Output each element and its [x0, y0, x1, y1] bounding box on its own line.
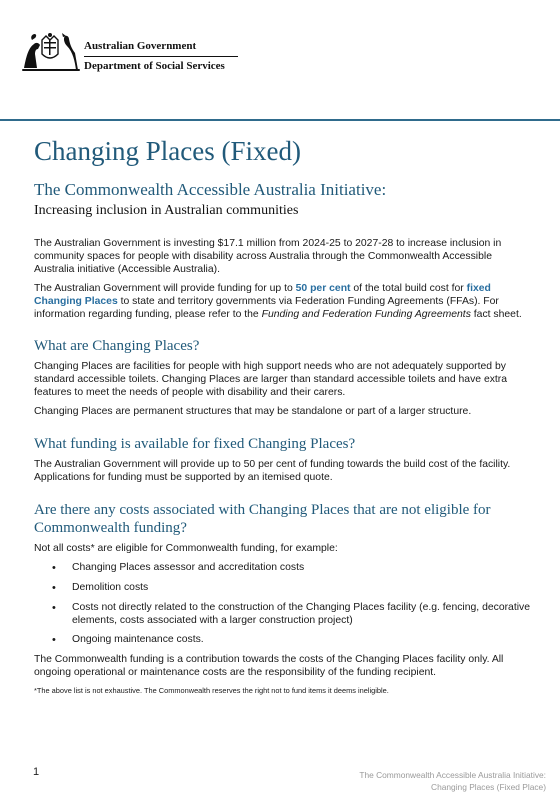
- header-rule: [0, 119, 560, 121]
- intro-paragraph-2: [34, 283, 534, 322]
- section3-intro: Not all costs* are eligible for Commonwealth funding, for example:: [34, 542, 338, 554]
- page-subheading: Increasing inclusion in Australian communities: [34, 203, 299, 218]
- intro-paragraph-1: The Australian Government is investing $17.1 million from 2024-25 to 2027-28 to increase inclusion in community spaces for people with disability across Australia through the Commonwealth Accessible Australia initiative (Accessible Australia).: [34, 238, 502, 275]
- government-branding: [84, 40, 238, 73]
- section3-paragraph-2: The Commonwealth funding is a contribution towards the costs of the Changing Places facility only. All ongoing operational or maintenance costs are the responsibility of the funding recipient.: [34, 654, 504, 679]
- highlight-percent: 50 per cent: [295, 282, 351, 294]
- section-heading-what-are: What are Changing Places?: [34, 338, 200, 355]
- page-number: 1: [33, 766, 40, 778]
- branding-divider: [84, 56, 238, 57]
- intro-text: to state and territory governments via Federation Funding Agreements (FFAs). For information regarding funding, please refer to the: [34, 295, 499, 320]
- footer-line-1: The Commonwealth Accessible Australia Initiative:: [359, 770, 546, 780]
- section2-paragraph-1: The Australian Government will provide up to 50 per cent of funding towards the build cost of the facility. Applications for funding must be supported by an itemised quote.: [34, 459, 511, 483]
- department-name: Department of Social Services: [84, 60, 225, 72]
- list-item: • Changing Places assessor and accreditation costs: [72, 562, 534, 575]
- coat-of-arms-logo: [18, 30, 82, 74]
- ineligible-costs-list: [34, 562, 534, 648]
- footnote: *The above list is not exhaustive. The Commonwealth reserves the right not to fund items it deems ineligible.: [34, 686, 389, 696]
- footer-title: [359, 769, 546, 793]
- page-subtitle: The Commonwealth Accessible Australia Initiative:: [34, 180, 387, 199]
- intro-text: fact sheet.: [470, 308, 522, 320]
- intro-text: The Australian Government will provide funding for up to: [34, 282, 296, 294]
- section-heading-funding-available: What funding is available for fixed Changing Places?: [34, 436, 356, 453]
- section1-paragraph-1: Changing Places are facilities for people with high support needs who are not adequately supported by standard accessible toilets. Changing Places are larger than standard accessible toilets and have extra features to meet the needs of people with disability and their carers.: [34, 361, 508, 399]
- highlight-fixed-changing-places: fixed Changing Places: [34, 282, 491, 307]
- list-item: • Costs not directly related to the construction of the Changing Places facility (e.g. fencing, decorative elements, costs associated with a larger construction project): [72, 602, 534, 628]
- page-title: Changing Places (Fixed): [34, 136, 301, 166]
- intro-text: of the total build cost for: [350, 282, 467, 294]
- main-content: [34, 238, 534, 701]
- list-item: • Demolition costs: [72, 582, 534, 595]
- fact-sheet-reference: Funding and Federation Funding Agreements: [261, 308, 471, 320]
- section-heading-ineligible-costs: Are there any costs associated with Changing Places that are not eligible for Commonwealth funding?: [34, 501, 491, 536]
- footer-line-2: Changing Places (Fixed Place): [431, 782, 546, 792]
- list-item: • Ongoing maintenance costs.: [72, 634, 534, 647]
- government-name: Australian Government: [84, 40, 197, 52]
- section1-paragraph-2: Changing Places are permanent structures that may be standalone or part of a larger structure.: [34, 406, 472, 418]
